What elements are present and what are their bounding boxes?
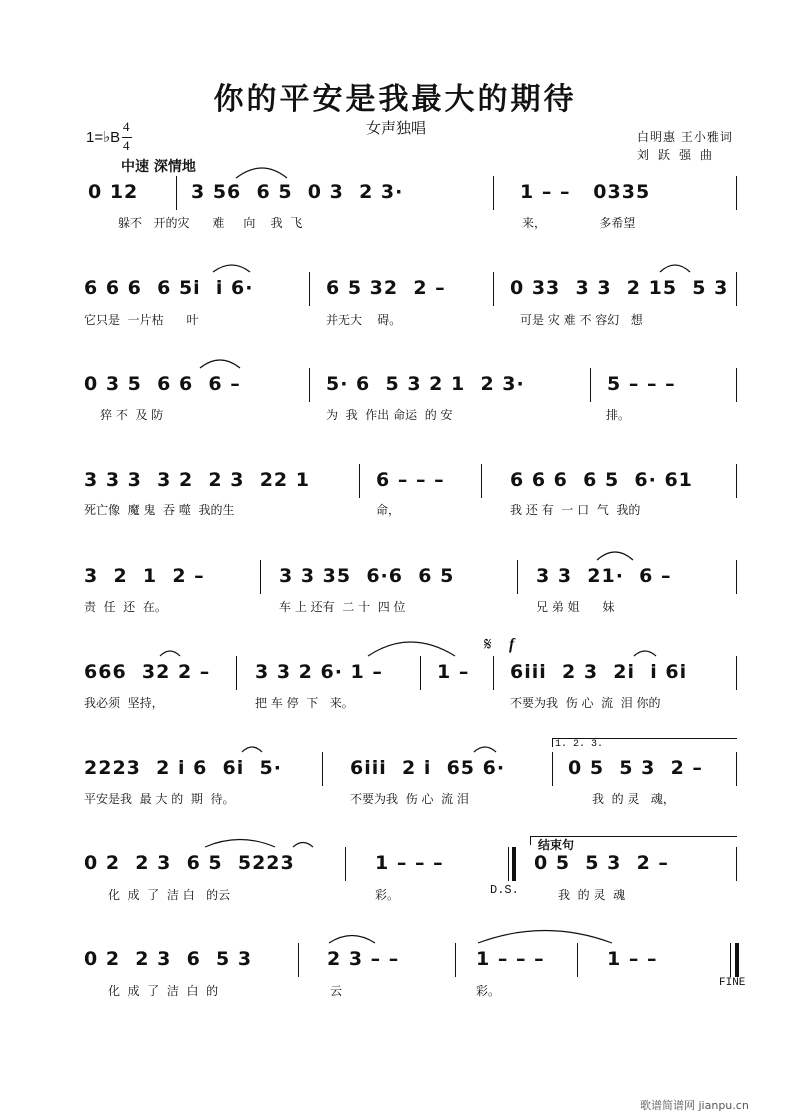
notes-line4-m3: 6 6 6 6 5 6· 61 [510, 469, 693, 491]
fine-marking: FINE [719, 977, 746, 989]
notes-line4-m2: 6 – – – [376, 469, 445, 491]
notes-line8-m2: 1 – – – [375, 852, 444, 874]
slur-line6b [368, 642, 455, 656]
lyrics-line9-b: 云 [330, 984, 343, 998]
notes-line3-m3: 5 – – – [607, 373, 676, 395]
volta-label: 1. 2. 3. [555, 739, 604, 750]
notes-line1-m3: 1 – – 0335 [520, 181, 651, 203]
notes-line9-m4: 1 – – [607, 948, 658, 970]
slur-line7a [242, 747, 262, 752]
lyrics-line3-b: 为 我 作出 命运 的 安 [326, 408, 453, 422]
notes-line1-m2: 3 56 6 5 0 3 2 3· [191, 181, 404, 203]
time-signature-bottom: 4 [123, 138, 130, 153]
lyrics-line7-c: 我 的 灵 魂， [592, 792, 675, 806]
notes-line2-m3: 0 33 3 3 2 15 5 3 [510, 277, 729, 299]
lyrics-line8-b: 彩。 [375, 888, 400, 902]
song-subtitle: 女声独唱 [366, 119, 427, 137]
slur-line6c [634, 651, 656, 656]
lyrics-line5-b: 车 上 还有 二 十 四 位 [279, 600, 406, 614]
lyrics-line5-a: 责 任 还 在。 [84, 600, 167, 614]
lyrics-line4-b: 命， [376, 503, 401, 517]
lyrics-line5-c: 兄 弟 姐 妹 [536, 600, 615, 614]
notes-line6-m3: 1 – [437, 661, 470, 683]
segno-sign: 𝄋 [484, 634, 492, 655]
notes-line9-m2: 2 3 – – [327, 948, 400, 970]
notes-line3-m1: 0 3 5 6 6 6 – [84, 373, 241, 395]
song-title: 你的平安是我最大的期待 [213, 82, 577, 117]
ds-marking: D.S. [490, 883, 519, 897]
key-signature: 1=♭B [86, 129, 121, 146]
slur-line6a [160, 651, 180, 656]
lyrics-line8-a: 化 成 了 洁 白 的云 [108, 888, 231, 902]
slur-line5 [597, 552, 633, 560]
slur-line3 [200, 360, 240, 368]
slur-line7b [474, 747, 496, 752]
notes-line7-m3: 0 5 5 3 2 – [568, 757, 703, 779]
notes-line4-m1: 3 3 3 3 2 2 3 22 1 [84, 469, 310, 491]
notes-line5-m1: 3 2 1 2 – [84, 565, 205, 587]
notes-line6-m1: 666 32 2 – [84, 661, 211, 683]
ending-label: 结束句 [538, 838, 575, 852]
notes-line8-m1: 0 2 2 3 6 5 5223 [84, 852, 295, 874]
lyrics-line6-b: 把 车 停 下 来。 [255, 696, 354, 710]
lyrics-line2-c: 可是 灾 难 不 容幻 想 [520, 313, 643, 327]
lyrics-line9-c: 彩。 [476, 984, 501, 998]
dynamic-forte: f [509, 636, 515, 653]
watermark-footer: 歌谱简谱网 jianpu.cn [640, 1099, 749, 1112]
slur-line1 [236, 168, 287, 178]
notes-line2-m1: 6 6 6 6 5i i 6· [84, 277, 254, 299]
notes-line5-m3: 3 3 21· 6 – [536, 565, 672, 587]
lyricist-credit: 白明惠 王小雅词 [637, 130, 733, 144]
lyrics-line7-a: 平安是我 最 大 的 期 待。 [84, 792, 235, 806]
lyrics-line8-c: 我 的 灵 魂 [558, 888, 626, 902]
lyrics-line3-a: 猝 不 及 防 [100, 408, 164, 422]
lyrics-line4-c: 我 还 有 一 口 气 我的 [510, 503, 641, 517]
notes-line7-m2: 6iii 2 i 65 6· [350, 757, 506, 779]
notes-line5-m2: 3 3 35 6·6 6 5 [279, 565, 455, 587]
notes-line2-m2: 6 5 32 2 – [326, 277, 446, 299]
slur-line9b [478, 931, 612, 944]
lyrics-line6-c: 不要为我 伤 心 流 泪 你的 [510, 696, 661, 710]
slur-line8a [205, 840, 275, 848]
slur-line8b [293, 843, 313, 848]
notes-line9-m1: 0 2 2 3 6 5 3 [84, 948, 253, 970]
composer-credit: 刘跃强曲 [637, 148, 722, 162]
notes-line6-m4: 6iii 2 3 2i i 6i [510, 661, 688, 683]
notes-line9-m3: 1 – – – [476, 948, 545, 970]
lyrics-line2-b: 并无大 碍。 [326, 313, 402, 327]
lyrics-line6-a: 我必须 坚持， [84, 696, 164, 710]
notes-line1-m1: 0 12 [88, 181, 139, 203]
lyrics-line1-b: 来， 多希望 [522, 216, 636, 230]
notes-line6-m2: 3 3 2 6· 1 – [255, 661, 383, 683]
notes-line8-m3: 0 5 5 3 2 – [534, 852, 669, 874]
lyrics-line9-a: 化 成 了 洁 白 的 [108, 984, 219, 998]
slur-line2a [213, 265, 250, 272]
lyrics-line1-a: 躲不 开的灾 难 向 我 飞 [118, 216, 303, 230]
lyrics-line4-a: 死亡像 魔 鬼 吞 噬 我的生 [84, 503, 235, 517]
time-signature-top: 4 [123, 119, 130, 134]
tempo-marking: 中速 深情地 [121, 159, 196, 175]
notes-line7-m1: 2223 2 i 6 6i 5· [84, 757, 282, 779]
lyrics-line3-c: 排。 [606, 408, 631, 422]
slur-line2b [660, 265, 690, 272]
slur-line9a [329, 936, 375, 944]
notes-line3-m2: 5· 6 5 3 2 1 2 3· [326, 373, 525, 395]
lyrics-line7-b: 不要为我 伤 心 流 泪 [350, 792, 469, 806]
lyrics-line2-a: 它只是 一片枯 叶 [84, 313, 199, 327]
